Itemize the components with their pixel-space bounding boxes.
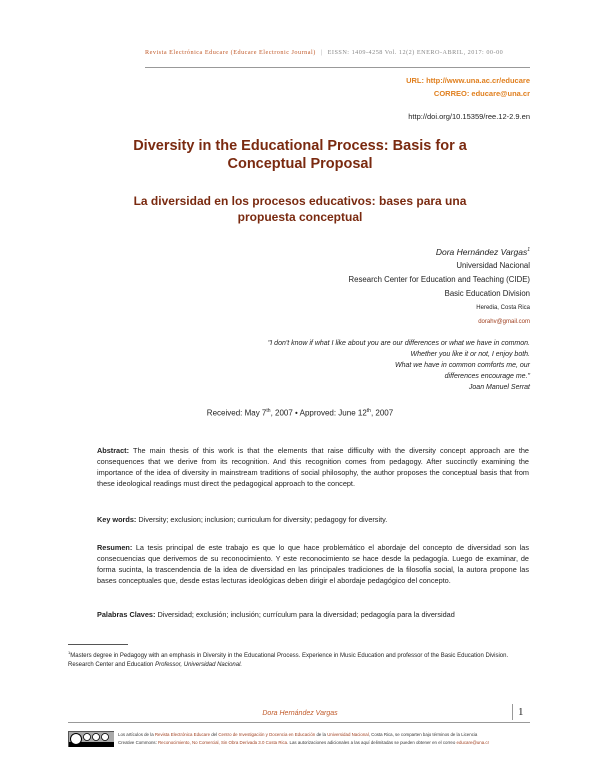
journal-header <box>145 49 530 68</box>
keywords-label: Key words: <box>97 515 137 524</box>
journal-issn: EISSN: 1409-4258 Vol. 12(2) ENERO-ABRIL, 2017: 00-00 <box>327 49 504 56</box>
footnote-divider <box>68 644 128 645</box>
title-english <box>90 137 510 173</box>
quote-line: "I don't know if what I like about you are our differences or what we have in common. <box>267 340 530 347</box>
title-english-line2: Conceptual Proposal <box>227 156 373 172</box>
footer-divider <box>68 722 530 723</box>
author-division: Basic Education Division <box>444 288 530 298</box>
journal-link[interactable]: Revista Electrónica Educare <box>154 732 211 737</box>
author-location: Heredia, Costa Rica <box>476 304 530 311</box>
title-spanish-line1: La diversidad en los procesos educativos: bases para una <box>133 194 467 208</box>
resumen-label: Resumen: <box>97 543 133 552</box>
journal-name: Revista Electrónica Educare (Educare Electronic Journal) <box>145 49 316 56</box>
keywords <box>97 514 529 525</box>
quote-line: differences encourage me." <box>444 373 530 380</box>
author-email[interactable]: dorahv@gmail.com <box>478 318 530 325</box>
resumen-text: La tesis principal de este trabajo es que lo que hace problemático el abordaje del concepto de diversidad son las consecuencias que derivemos de su reconocimiento. Y este reconocimiento se hace desde la pedagogía. Luego de examinar, de forma sucinta, la trascendencia de la idea de diversidad en las principales tradiciones de la filosofía social, la autora propone las bases conceptuales que, desde estas lecturas ideológicas deben dirigir el abordaje pedagógico del concepto. <box>97 543 529 585</box>
cide-link[interactable]: Centro de Investigación y Docencia en Educación <box>218 732 316 737</box>
quote-source: Joan Manuel Serrat <box>468 384 530 391</box>
quote-line: Whether you like it or not, I enjoy both. <box>410 351 530 358</box>
author-center: Research Center for Education and Teaching (CIDE) <box>348 274 530 284</box>
epigraph-quote <box>268 338 530 393</box>
palabras-text: Diversidad; exclusión; inclusión; currículum para la diversidad; pedagogía para la diversidad <box>157 610 455 619</box>
author-block <box>349 243 530 329</box>
cc-badge-graphic <box>69 732 114 747</box>
una-link[interactable]: Universidad Nacional <box>327 732 369 737</box>
keywords-text: Diversity; exclusion; inclusion; curriculum for diversity; pedagogy for diversity. <box>138 515 388 524</box>
quote-line: What we have in common comforts me, our <box>395 362 530 369</box>
author-name: Dora Hernández Vargas$^1$ <box>435 246 530 257</box>
page-number: 1 <box>518 706 524 718</box>
cc-license-link[interactable]: Reconocimiento, No Comercial, Sin Obra Derivada 3.0 Costa Rica <box>158 740 288 745</box>
educare-email-link[interactable]: educare@una.cr <box>456 740 490 745</box>
submission-dates: Received: May 7th, 2007 • Approved: June 12th, 2007 <box>206 408 394 418</box>
resumen <box>97 542 529 586</box>
title-spanish <box>100 193 500 225</box>
title-spanish-line2: propuesta conceptual <box>237 210 363 224</box>
abstract <box>97 445 529 489</box>
journal-url[interactable]: URL: http://www.una.ac.cr/educare <box>406 76 530 85</box>
title-english-line1: Diversity in the Educational Process: Basis for a <box>133 138 467 154</box>
header-separator: | <box>320 49 323 56</box>
doi-link[interactable]: http://doi.org/10.15359/ree.12-2.9.en <box>408 112 530 121</box>
abstract-label: Abstract: <box>97 446 130 455</box>
footnote: $^1$Masters degree in Pedagogy with an emphasis in Diversity in the Educational Process. Experience in Music Education and professor of the Basic Education Division. Research Center and Education Professor, Universidad Nacional. <box>68 650 509 668</box>
creative-commons-license-icon[interactable] <box>68 731 114 747</box>
abstract-text: The main thesis of this work is that the elements that raise difficulty with the diversity concept approach are the consequences that we derive from its recognition. And this recognition comes from pedagogy. After succinctly examining the importance of the idea of diversity in mainstream traditions of social philosophy, the author proposes the conceptual basis that from these ideological readings must direct the pedagogical approach to the concept. <box>97 446 529 488</box>
author-institution: Universidad Nacional <box>456 260 530 270</box>
license-line2: Creative Commons: Reconocimiento, No Comercial, Sin Obra Derivada 3.0 Costa Rica. Las autorizaciones adicionales a las aquí delimitadas se pueden obtener en el correo educare@una.cr <box>118 740 490 745</box>
journal-email[interactable]: CORREO: educare@una.cr <box>433 89 530 98</box>
palabras-claves <box>97 609 529 620</box>
license-text <box>118 731 530 747</box>
license-line1: Los artículos de la Revista Electrónica Educare del Centro de Investigación y Docencia en Educación de la Universidad Nacional, Costa Rica, se comparten bajo términos de la Licencia <box>118 732 478 737</box>
palabras-label: Palabras Claves: <box>97 610 156 619</box>
page-number-divider <box>512 704 513 720</box>
footer-author: Dora Hernández Vargas <box>262 710 338 717</box>
